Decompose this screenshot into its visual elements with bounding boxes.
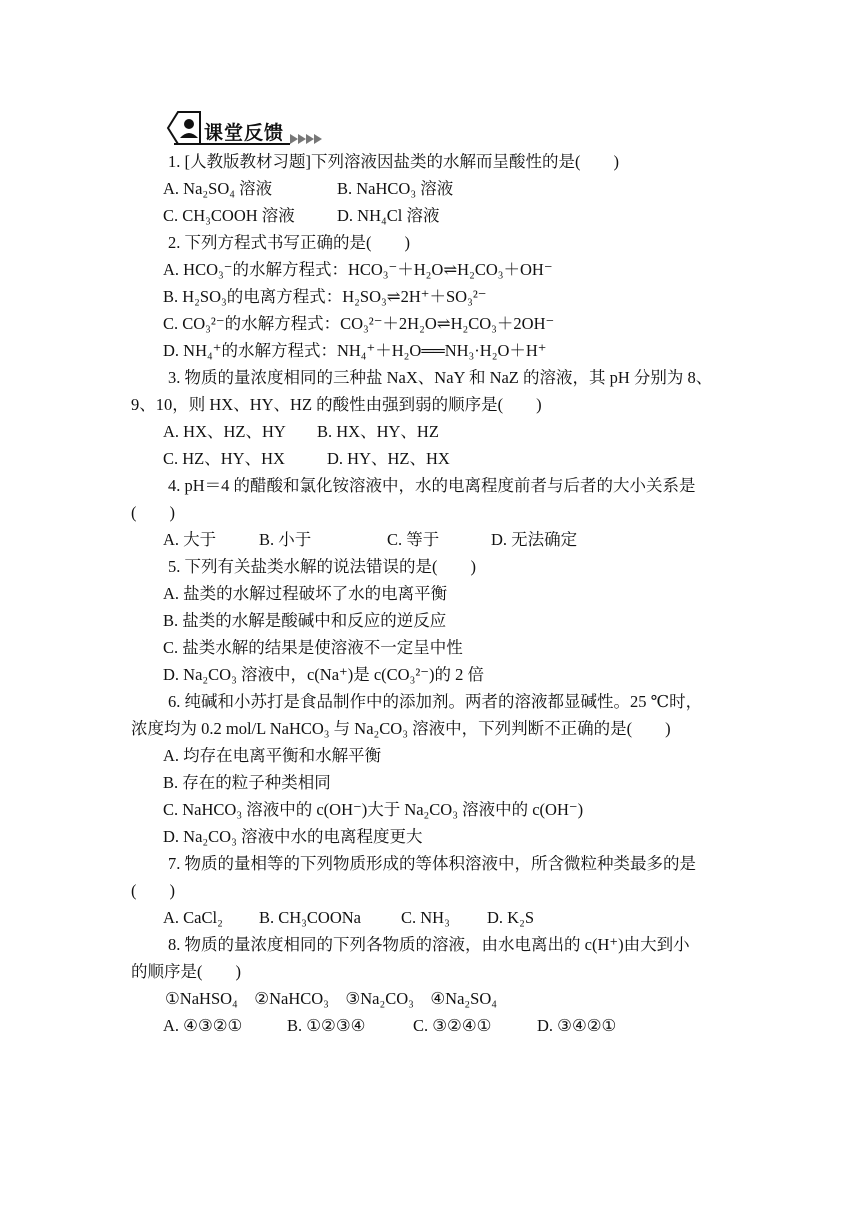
q6-option-c: C. NaHCO₃ 溶液中的 c(OH⁻)大于 Na₂CO₃ 溶液中的 c(OH⁻)	[163, 800, 584, 819]
q4-stem-line1: 4. pH＝4 的醋酸和氯化铵溶液中，水的电离程度前者与后者的大小关系是	[168, 476, 696, 495]
q1-option-a: A. Na₂SO₄ 溶液	[163, 179, 273, 198]
q1-stem: 1. [人教版教材习题]下列溶液因盐类的水解而呈酸性的是( )	[168, 152, 619, 171]
q2-option-d: D. NH₄⁺的水解方程式：NH₄⁺＋H₂O══NH₃·H₂O＋H⁺	[163, 341, 547, 360]
q2-option-a: A. HCO₃⁻的水解方程式：HCO₃⁻＋H₂O⇌H₂CO₃＋OH⁻	[163, 260, 553, 279]
q7-option-b: B. CH₃COONa	[259, 908, 362, 927]
q7-option-d: D. K₂S	[487, 908, 535, 927]
q3-option-b: B. HX、HY、HZ	[317, 422, 439, 441]
q6-option-b: B. 存在的粒子种类相同	[163, 773, 331, 792]
q5-stem: 5. 下列有关盐类水解的说法错误的是( )	[168, 557, 476, 576]
q3-stem-line2: 9、10，则 HX、HY、HZ 的酸性由强到弱的顺序是( )	[131, 395, 542, 414]
q8-option-a: A. ④③②①	[163, 1016, 243, 1035]
q6-option-d: D. Na₂CO₃ 溶液中水的电离程度更大	[163, 827, 423, 846]
q8-stem-line2: 的顺序是( )	[131, 962, 241, 981]
q6-option-a: A. 均存在电离平衡和水解平衡	[163, 746, 382, 765]
q4-option-c: C. 等于	[387, 530, 440, 549]
q3-option-c: C. HZ、HY、HX	[163, 449, 285, 468]
q8-substance-list: ①NaHSO₄ ②NaHCO₃ ③Na₂CO₃ ④Na₂SO₄	[165, 989, 497, 1008]
q2-option-b: B. H₂SO₃的电离方程式：H₂SO₃⇌2H⁺＋SO₃²⁻	[163, 287, 487, 306]
q7-stem-line1: 7. 物质的量相等的下列物质形成的等体积溶液中，所含微粒种类最多的是	[168, 854, 696, 873]
q5-option-a: A. 盐类的水解过程破坏了水的电离平衡	[163, 584, 448, 603]
q3-option-a: A. HX、HZ、HY	[163, 422, 286, 441]
section-title: 课堂反馈	[204, 122, 285, 144]
q4-option-b: B. 小于	[259, 530, 312, 549]
q4-option-d: D. 无法确定	[491, 530, 578, 549]
q2-stem: 2. 下列方程式书写正确的是( )	[168, 233, 410, 252]
q5-option-b: B. 盐类的水解是酸碱中和反应的逆反应	[163, 611, 447, 630]
q8-option-d: D. ③④②①	[537, 1016, 617, 1035]
q1-option-d: D. NH₄Cl 溶液	[337, 206, 440, 225]
q8-option-c: C. ③②④①	[413, 1016, 492, 1035]
q3-stem-line1: 3. 物质的量浓度相同的三种盐 NaX、NaY 和 NaZ 的溶液，其 pH 分别为 8、	[168, 368, 713, 387]
q6-stem-line2: 浓度均为 0.2 mol/L NaHCO₃ 与 Na₂CO₃ 溶液中，下列判断不正确的是( )	[131, 719, 671, 738]
q5-option-c: C. 盐类水解的结果是使溶液不一定呈中性	[163, 638, 463, 657]
q1-option-b: B. NaHCO₃ 溶液	[337, 179, 454, 198]
q8-option-b: B. ①②③④	[287, 1016, 366, 1035]
q7-stem-line2: ( )	[131, 881, 175, 900]
q1-option-c: C. CH₃COOH 溶液	[163, 206, 295, 225]
q5-option-d: D. Na₂CO₃ 溶液中，c(Na⁺)是 c(CO₃²⁻)的 2 倍	[163, 665, 484, 684]
q4-stem-line2: ( )	[131, 503, 175, 522]
q7-option-a: A. CaCl₂	[163, 908, 223, 927]
q6-stem-line1: 6. 纯碱和小苏打是食品制作中的添加剂。两者的溶液都显碱性。25 ℃时，	[168, 692, 703, 711]
q2-option-c: C. CO₃²⁻的水解方程式：CO₃²⁻＋2H₂O⇌H₂CO₃＋2OH⁻	[163, 314, 555, 333]
q7-option-c: C. NH₃	[401, 908, 450, 927]
q8-stem-line1: 8. 物质的量浓度相同的下列各物质的溶液，由水电离出的 c(H⁺)由大到小	[168, 935, 690, 954]
q3-option-d: D. HY、HZ、HX	[327, 449, 450, 468]
q4-option-a: A. 大于	[163, 530, 217, 549]
section-banner	[160, 108, 340, 148]
